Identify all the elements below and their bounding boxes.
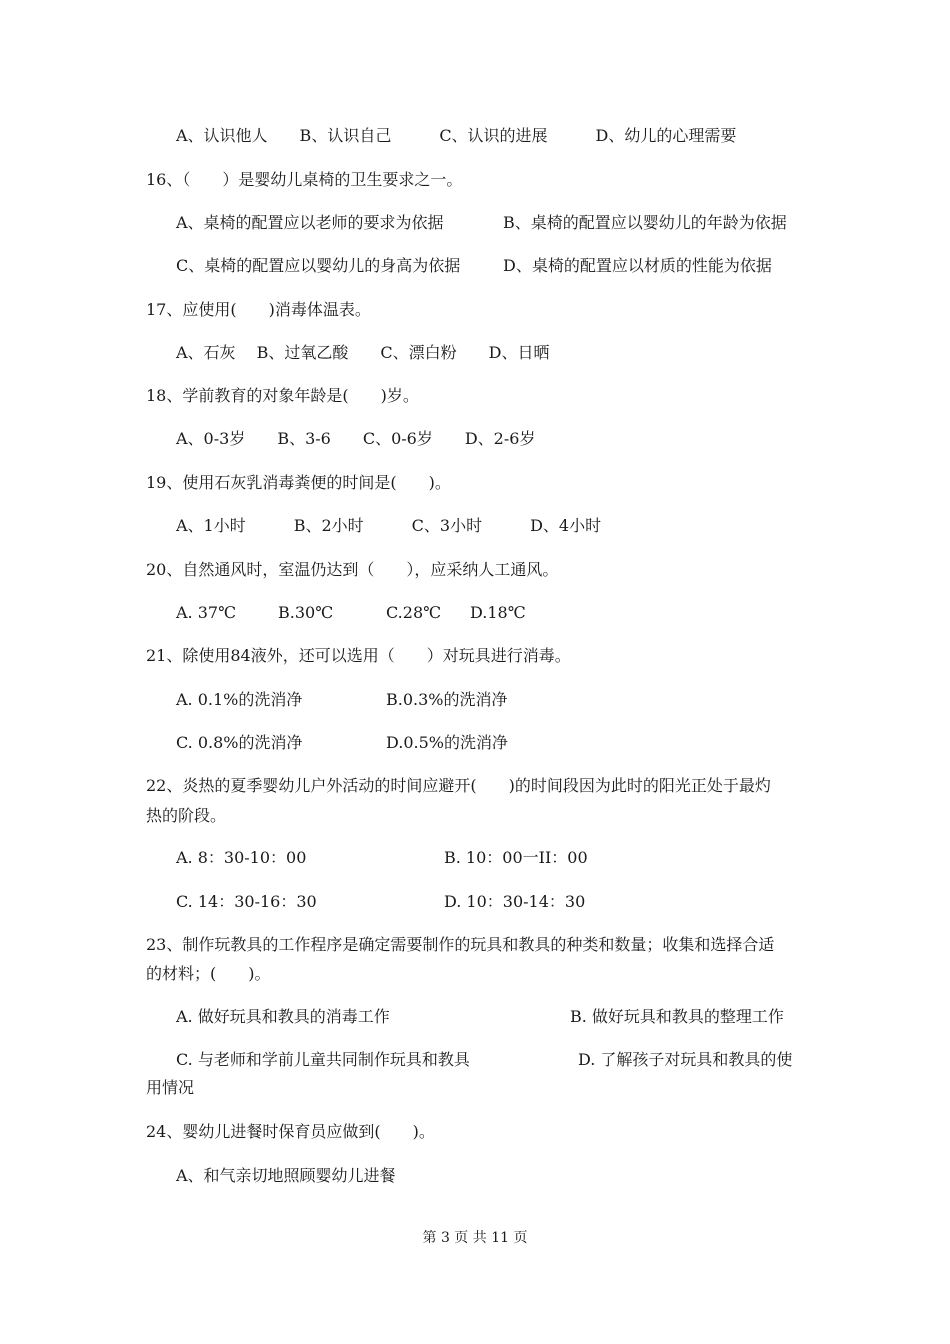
q18-stem: 18、学前教育的对象年龄是( )岁。 xyxy=(146,386,419,405)
q16-option-c: C、桌椅的配置应以婴幼儿的身高为依据 xyxy=(176,256,461,275)
q16-option-b: B、桌椅的配置应以婴幼儿的年龄为依据 xyxy=(503,213,787,232)
q17-stem: 17、应使用( )消毒体温表。 xyxy=(146,300,371,319)
q22-option-b: B. 10：00一II：00 xyxy=(444,848,588,867)
q23-option-d-line2: 用情况 xyxy=(146,1078,195,1097)
q22-option-c: C. 14：30-16：30 xyxy=(176,892,317,911)
q23-stem-line2: 的材料；( )。 xyxy=(146,964,271,983)
q16-stem: 16、（ ）是婴幼儿桌椅的卫生要求之一。 xyxy=(146,170,463,189)
q21-option-d: D.0.5%的洗消净 xyxy=(386,733,508,752)
q18-options: A、0-3岁 B、3-6 C、0-6岁 D、2-6岁 xyxy=(176,429,536,448)
q21-option-b: B.0.3%的洗消净 xyxy=(386,690,508,709)
q20-option-c: C.28℃ xyxy=(386,603,442,622)
q21-stem: 21、除使用84液外，还可以选用（ ）对玩具进行消毒。 xyxy=(146,646,571,665)
q16-option-a: A、桌椅的配置应以老师的要求为依据 xyxy=(176,213,444,232)
q23-option-a: A. 做好玩具和教具的消毒工作 xyxy=(176,1007,390,1026)
q20-option-b: B.30℃ xyxy=(278,603,334,622)
q22-option-d: D. 10：30-14：30 xyxy=(444,892,586,911)
q19-stem: 19、使用石灰乳消毒粪便的时间是( )。 xyxy=(146,473,451,492)
q21-option-a: A. 0.1%的洗消净 xyxy=(176,690,303,709)
q23-option-b: B. 做好玩具和教具的整理工作 xyxy=(570,1007,784,1026)
q22-stem-line1: 22、炎热的夏季婴幼儿户外活动的时间应避开( )的时间段因为此时的阳光正处于最灼 xyxy=(146,776,771,795)
q15-options: A、认识他人 B、认识自己 C、认识的进展 D、幼儿的心理需要 xyxy=(176,126,737,145)
q24-option-a: A、和气亲切地照顾婴幼儿进餐 xyxy=(176,1166,396,1185)
q23-option-c: C. 与老师和学前儿童共同制作玩具和教具 xyxy=(176,1050,470,1069)
q24-stem: 24、婴幼儿进餐时保育员应做到( )。 xyxy=(146,1122,435,1141)
q21-option-c: C. 0.8%的洗消净 xyxy=(176,733,303,752)
q20-option-d: D.18℃ xyxy=(470,603,526,622)
q22-option-a: A. 8：30-10：00 xyxy=(176,848,307,867)
q19-options: A、1小时 B、2小时 C、3小时 D、4小时 xyxy=(176,516,602,535)
q23-option-d-line1: D. 了解孩子对玩具和教具的使 xyxy=(578,1050,793,1069)
q22-stem-line2: 热的阶段。 xyxy=(146,806,227,825)
q16-option-d: D、桌椅的配置应以材质的性能为依据 xyxy=(503,256,772,275)
q23-stem-line1: 23、制作玩教具的工作程序是确定需要制作的玩具和教具的种类和数量；收集和选择合适 xyxy=(146,935,775,954)
page-footer: 第 3 页 共 11 页 xyxy=(422,1230,528,1246)
q20-stem: 20、自然通风时，室温仍达到（ ），应采纳人工通风。 xyxy=(146,560,559,579)
q17-options: A、石灰 B、过氧乙酸 C、漂白粉 D、日晒 xyxy=(176,343,550,362)
q20-option-a: A. 37℃ xyxy=(176,603,236,622)
